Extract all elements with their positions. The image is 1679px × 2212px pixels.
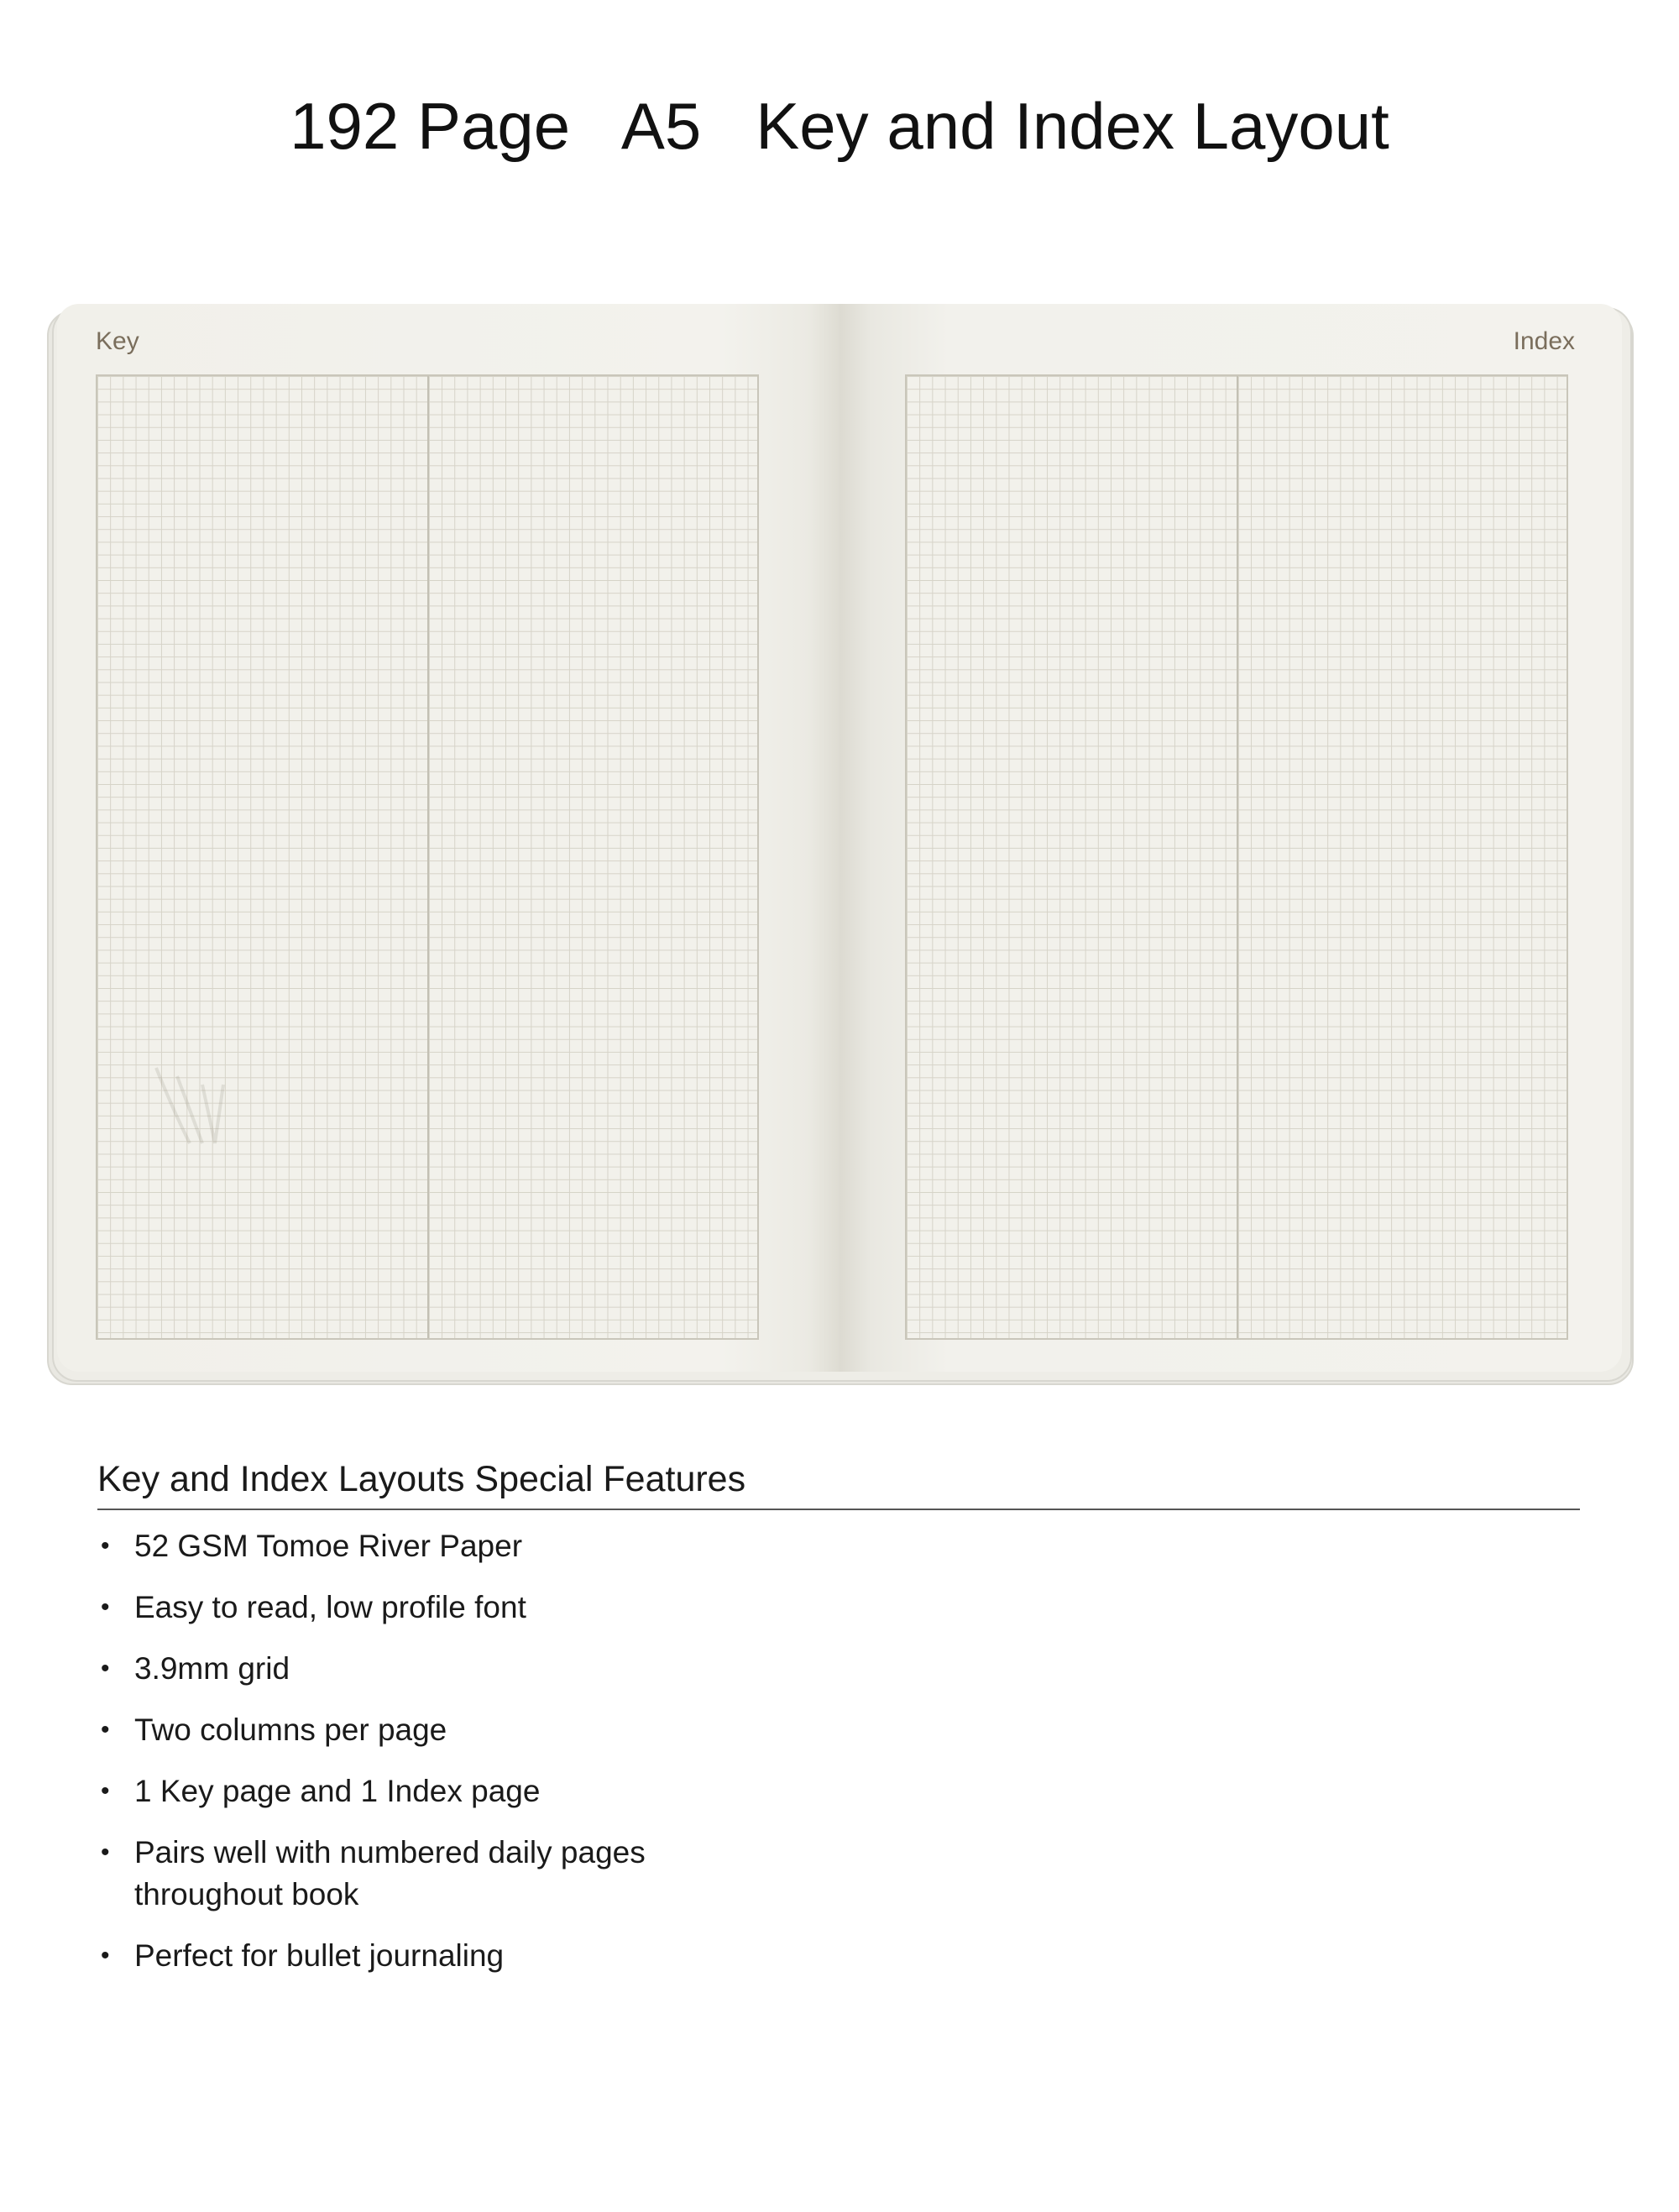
list-item xyxy=(97,1709,772,1751)
bullet-icon: • xyxy=(101,1532,110,1560)
key-page-label: Key xyxy=(96,327,139,355)
key-page-grid xyxy=(96,374,759,1340)
list-item xyxy=(97,1935,772,1977)
column-divider xyxy=(1237,376,1238,1338)
list-item xyxy=(97,1587,772,1629)
feature-text: Perfect for bullet journaling xyxy=(134,1938,505,1973)
page-title: 192 Page A5 Key and Index Layout xyxy=(290,89,1389,163)
bullet-icon: • xyxy=(101,1942,110,1969)
brand-watermark-icon xyxy=(139,1059,257,1160)
features-title: Key and Index Layouts Special Features xyxy=(97,1459,1580,1510)
feature-text: Pairs well with numbered daily pages throughout book xyxy=(134,1835,646,1911)
column-divider xyxy=(427,376,429,1338)
list-item xyxy=(97,1648,772,1690)
bullet-icon: • xyxy=(101,1716,110,1744)
feature-text: 1 Key page and 1 Index page xyxy=(134,1774,541,1808)
feature-text: 52 GSM Tomoe River Paper xyxy=(134,1529,523,1563)
feature-list xyxy=(97,1525,1580,1977)
feature-text: Two columns per page xyxy=(134,1713,447,1747)
bullet-icon: • xyxy=(101,1838,110,1866)
feature-text: Easy to read, low profile font xyxy=(134,1590,526,1624)
list-item xyxy=(97,1832,772,1916)
index-page-label: Index xyxy=(1513,327,1575,355)
list-item xyxy=(97,1525,772,1567)
bullet-icon: • xyxy=(101,1593,110,1621)
index-page-grid xyxy=(905,374,1568,1340)
bullet-icon: • xyxy=(101,1655,110,1682)
bullet-icon: • xyxy=(101,1777,110,1805)
features-section xyxy=(97,1459,1580,1996)
feature-text: 3.9mm grid xyxy=(134,1651,290,1686)
open-notebook xyxy=(47,304,1634,1387)
list-item xyxy=(97,1770,772,1812)
